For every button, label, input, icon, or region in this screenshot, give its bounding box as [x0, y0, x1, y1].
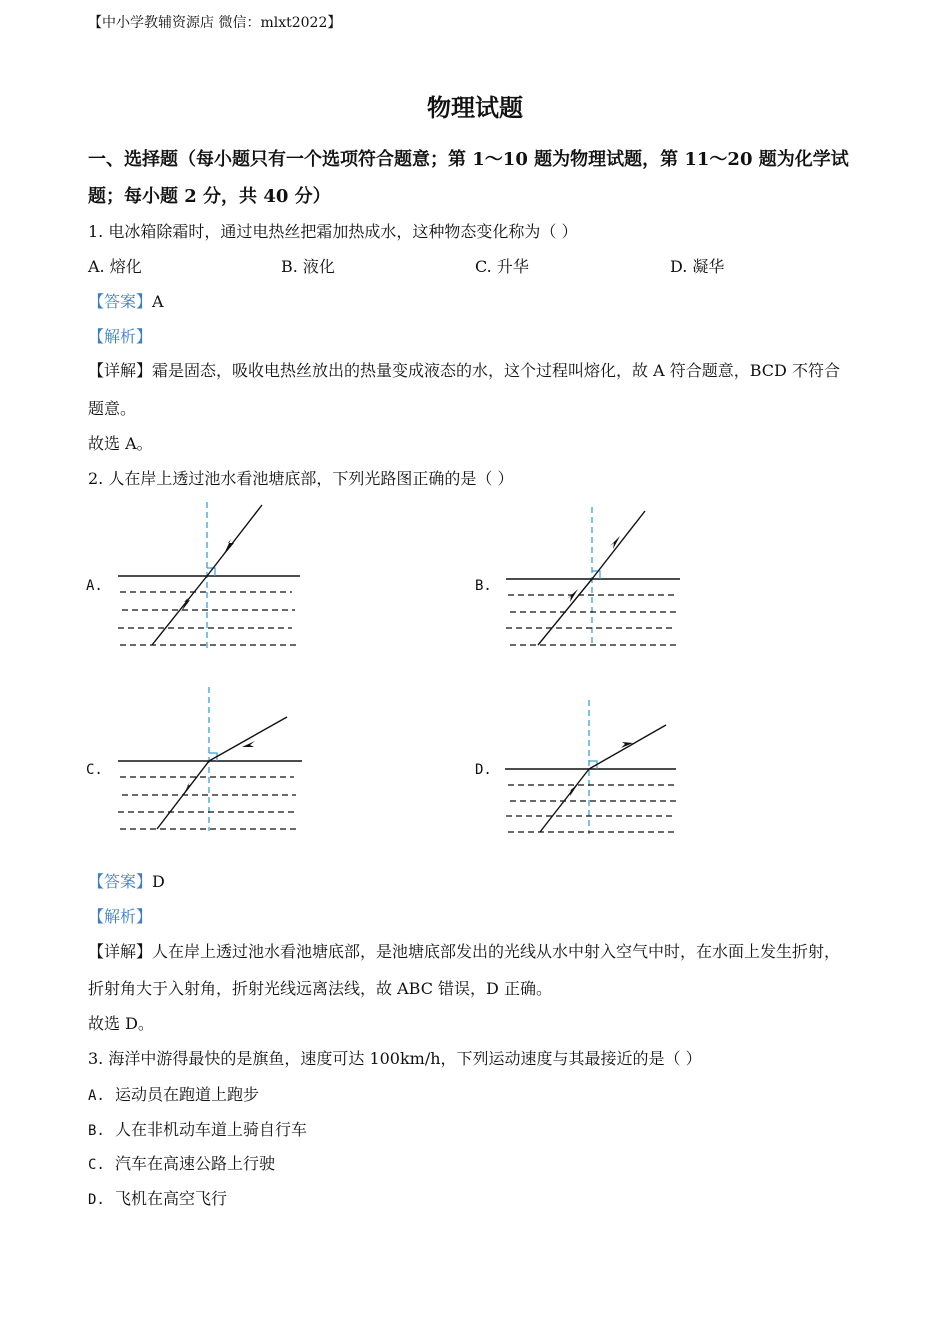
q1-analysis-tag: 【解析】 — [88, 327, 153, 346]
detail-tag: 【详解】 — [88, 942, 153, 961]
q1-option-d: D. 凝华 — [670, 257, 725, 276]
q1-detail-line1 — [88, 358, 840, 381]
page-header: 【中小学教辅资源店 微信：mlxt2022】 — [88, 15, 342, 31]
detail-text: 霜是固态，吸收电热丝放出的热量变成液态的水，这个过程叫熔化，故 A 符合题意，BCD 不符合 — [152, 361, 840, 380]
light-path-diagram-b — [500, 505, 700, 655]
option-text: 运动员在跑道上跑步 — [115, 1085, 260, 1104]
option-label: D. — [88, 1192, 105, 1208]
q2-analysis-tag: 【解析】 — [88, 907, 153, 926]
option-label: B. — [88, 1123, 105, 1139]
q1-answer — [88, 289, 164, 312]
option-label: C. — [88, 1157, 105, 1173]
q3-option-c — [88, 1151, 275, 1174]
q2-detail-line2: 折射角大于入射角，折射光线远离法线，故 ABC 错误，D 正确。 — [88, 979, 552, 998]
page-title: 物理试题 — [427, 93, 523, 122]
answer-value: D — [152, 872, 165, 891]
q2-figure-label-a: A. — [86, 578, 103, 594]
q2-answer — [88, 869, 165, 892]
q1-option-b: B. 液化 — [281, 257, 335, 276]
q1-detail-line2: 题意。 — [88, 399, 137, 418]
option-text: 人在非机动车道上骑自行车 — [115, 1120, 308, 1139]
section-heading-line2: 题；每小题 2 分，共 40 分） — [88, 186, 331, 207]
q3-option-b — [88, 1117, 307, 1140]
q1-stem: 1. 电冰箱除霜时，通过电热丝把霜加热成水，这种物态变化称为（ ） — [88, 222, 578, 241]
q2-figure-label-b: B. — [475, 578, 492, 594]
answer-value: A — [152, 292, 164, 311]
q2-figure-label-c: C. — [86, 762, 103, 778]
q1-option-c: C. 升华 — [475, 257, 529, 276]
answer-tag: 【答案】 — [88, 292, 153, 311]
option-text: 汽车在高速公路上行驶 — [115, 1154, 276, 1173]
q2-conclusion: 故选 D。 — [88, 1014, 154, 1033]
detail-tag: 【详解】 — [88, 361, 153, 380]
q1-conclusion: 故选 A。 — [88, 434, 153, 453]
q2-figure-label-d: D. — [475, 762, 492, 778]
q3-option-d — [88, 1186, 227, 1209]
answer-tag: 【答案】 — [88, 872, 153, 891]
detail-text: 人在岸上透过池水看池塘底部，是池塘底部发出的光线从水中射入空气中时，在水面上发生折射， — [152, 942, 841, 961]
option-text: 飞机在高空飞行 — [115, 1189, 228, 1208]
light-path-diagram-c — [110, 685, 310, 835]
section-heading-line1: 一、选择题（每小题只有一个选项符合题意；第 1～10 题为物理试题，第 11～20 题为化学试 — [88, 149, 849, 170]
light-path-diagram-d — [500, 698, 700, 848]
q2-stem: 2. 人在岸上透过池水看池塘底部，下列光路图正确的是（ ） — [88, 469, 514, 488]
q1-option-a: A. 熔化 — [88, 257, 142, 276]
light-path-diagram-a — [110, 500, 310, 650]
option-label: A. — [88, 1088, 105, 1104]
q3-stem: 3. 海洋中游得最快的是旗鱼，速度可达 100km/h，下列运动速度与其最接近的是（ ） — [88, 1049, 702, 1068]
q2-detail-line1 — [88, 939, 840, 962]
q3-option-a — [88, 1082, 259, 1105]
